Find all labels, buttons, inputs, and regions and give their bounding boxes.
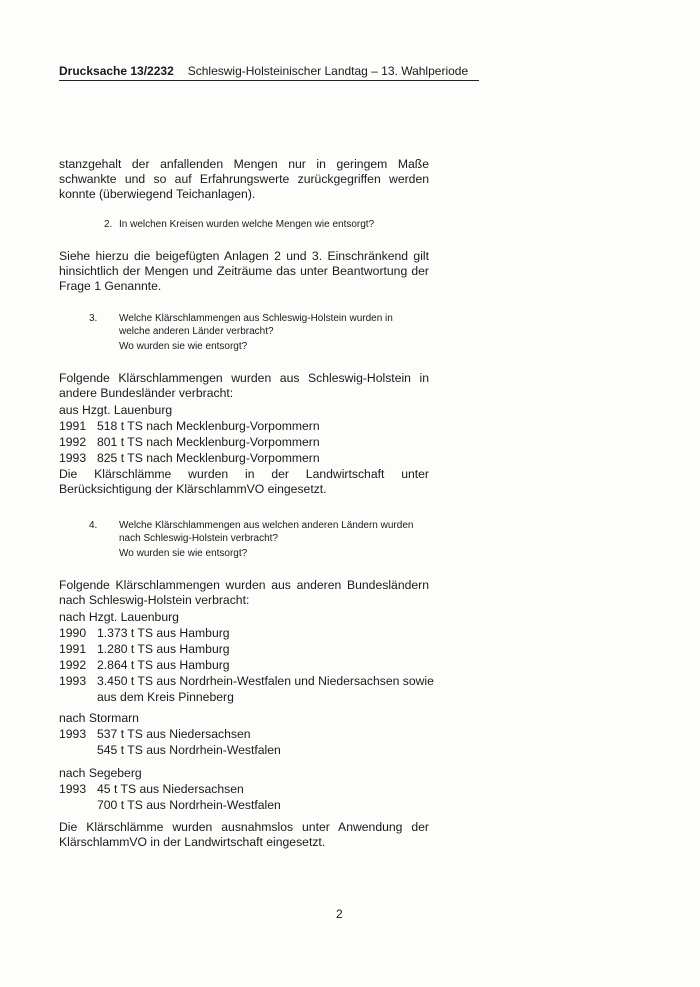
lauenburg-continuation: aus dem Kreis Pinneberg bbox=[97, 690, 234, 704]
answer-3-row: 1993 825 t TS nach Mecklenburg-Vorpommern bbox=[59, 451, 320, 465]
answer-3-row: 1992 801 t TS nach Mecklenburg-Vorpommern bbox=[59, 435, 320, 449]
stormarn-row: 545 t TS aus Nordrhein-Westfalen bbox=[97, 743, 281, 757]
lauenburg-row: 1990 1.373 t TS aus Hamburg bbox=[59, 626, 230, 640]
segeberg-row: 700 t TS aus Nordrhein-Westfalen bbox=[97, 798, 281, 812]
stormarn-label: nach Stormarn bbox=[59, 711, 139, 725]
question-4-number: 4. bbox=[89, 520, 98, 531]
answer-3-origin: aus Hzgt. Lauenburg bbox=[59, 403, 173, 417]
segeberg-row: 1993 45 t TS aus Niedersachsen bbox=[59, 782, 244, 796]
question-3 bbox=[89, 313, 426, 354]
answer-3-row: 1991 518 t TS nach Mecklenburg-Vorpommern bbox=[59, 419, 320, 433]
question-3-sub: Wo wurden sie wie entsorgt? bbox=[119, 341, 248, 352]
stormarn-row: 1993 537 t TS aus Niedersachsen bbox=[59, 727, 251, 741]
lauenburg-row: 1992 2.864 t TS aus Hamburg bbox=[59, 658, 230, 672]
question-2-text: In welchen Kreisen wurden welche Mengen wie entsorgt? bbox=[119, 219, 375, 230]
header-title: Schleswig-Holsteinischer Landtag – 13. Wahlperiode bbox=[187, 64, 469, 78]
doc-number: Drucksache 13/2232 bbox=[59, 64, 174, 78]
answer-3-closing: Die Klärschlämme wurden in der Landwirtschaft unter Berücksichtigung der KlärschlammVO eingesetzt. bbox=[59, 467, 429, 496]
answer-3-intro: Folgende Klärschlammengen wurden aus Schleswig-Holstein in andere Bundesländer verbracht: bbox=[59, 371, 429, 400]
question-4-text: Welche Klärschlammengen aus welchen anderen Ländern wurden nach Schleswig-Holstein verbracht? bbox=[119, 520, 414, 544]
lauenburg-label: nach Hzgt. Lauenburg bbox=[59, 610, 179, 624]
lauenburg-row: 1993 3.450 t TS aus Nordrhein-Westfalen und Niedersachsen sowie bbox=[59, 674, 434, 688]
question-2 bbox=[104, 219, 434, 232]
answer-2: Siehe hierzu die beigefügten Anlagen 2 und 3. Einschränkend gilt hinsichtlich der Mengen und Zeiträume das unter Beantwortung der Frage 1 Genannte. bbox=[59, 249, 429, 293]
page-number: 2 bbox=[336, 907, 343, 921]
question-3-number: 3. bbox=[89, 313, 98, 324]
question-4-sub: Wo wurden sie wie entsorgt? bbox=[119, 548, 248, 559]
question-4 bbox=[89, 520, 426, 561]
lauenburg-row: 1991 1.280 t TS aus Hamburg bbox=[59, 642, 230, 656]
segeberg-label: nach Segeberg bbox=[59, 766, 142, 780]
page-header bbox=[59, 64, 479, 81]
answer-4-intro: Folgende Klärschlammengen wurden aus anderen Bundesländern nach Schleswig-Holstein verbracht: bbox=[59, 578, 429, 607]
answer-4-closing: Die Klärschlämme wurden ausnahmslos unter Anwendung der KlärschlammVO in der Landwirtschaft eingesetzt. bbox=[59, 820, 429, 849]
question-2-number: 2. bbox=[104, 219, 113, 230]
question-3-text: Welche Klärschlammengen aus Schleswig-Holstein wurden in welche anderen Länder verbracht? bbox=[119, 313, 393, 337]
intro-paragraph: stanzgehalt der anfallenden Mengen nur in geringem Maße schwankte und so auf Erfahrungswerte zurückgegriffen werden konnte (überwiegend Teichanlagen). bbox=[59, 157, 429, 201]
